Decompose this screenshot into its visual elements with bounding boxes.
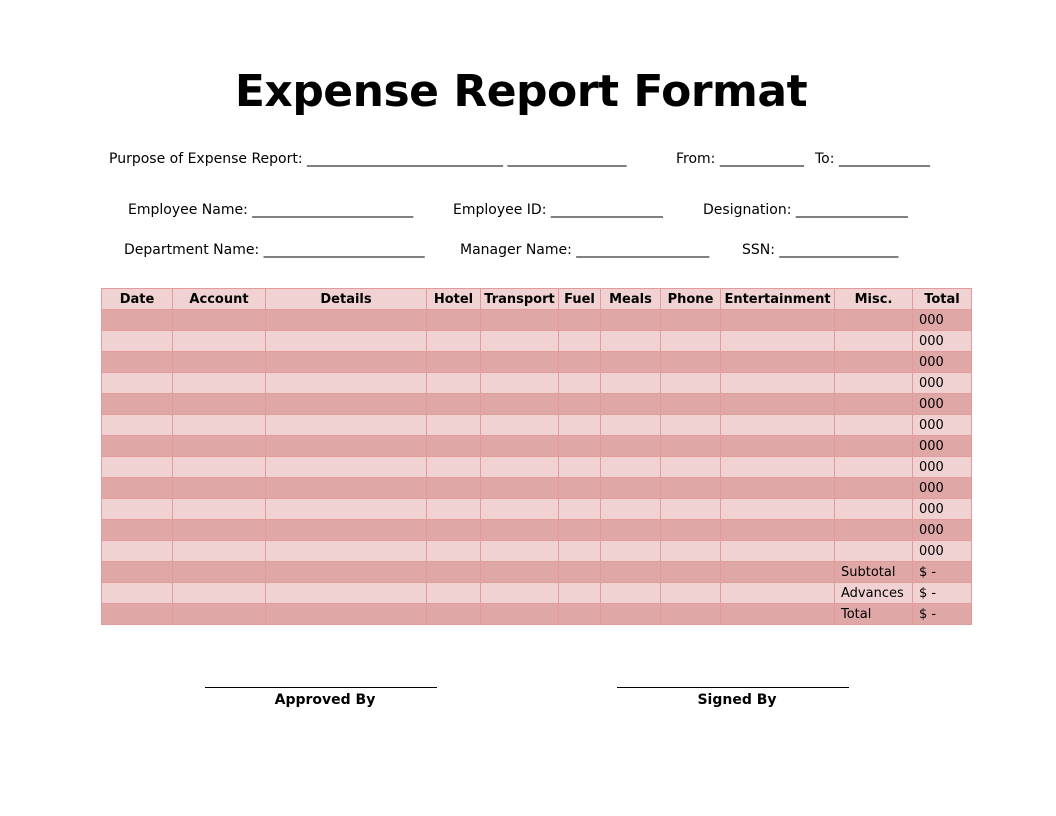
table-cell[interactable]: 000	[913, 373, 972, 394]
table-row	[102, 499, 972, 520]
table-cell[interactable]	[721, 352, 835, 373]
table-cell[interactable]: 000	[913, 415, 972, 436]
table-cell[interactable]	[601, 604, 661, 625]
table-cell[interactable]	[173, 436, 266, 457]
table-cell[interactable]	[559, 394, 601, 415]
table-cell[interactable]	[266, 583, 427, 604]
table-cell[interactable]	[721, 310, 835, 331]
table-cell[interactable]: 000	[913, 331, 972, 352]
table-cell[interactable]	[481, 310, 559, 331]
table-cell[interactable]	[481, 562, 559, 583]
table-cell[interactable]	[661, 583, 721, 604]
table-cell[interactable]	[481, 352, 559, 373]
table-cell[interactable]	[173, 562, 266, 583]
table-cell[interactable]	[481, 415, 559, 436]
table-cell[interactable]	[427, 604, 481, 625]
table-cell[interactable]: 000	[913, 499, 972, 520]
table-cell[interactable]	[266, 604, 427, 625]
table-cell[interactable]	[173, 352, 266, 373]
table-cell[interactable]	[427, 562, 481, 583]
table-row	[102, 520, 972, 541]
table-cell[interactable]	[427, 583, 481, 604]
header-details: Details	[266, 289, 427, 310]
table-cell[interactable]	[835, 352, 913, 373]
table-cell[interactable]	[601, 541, 661, 562]
table-cell[interactable]	[173, 415, 266, 436]
ssn-field[interactable]: SSN: _________________	[742, 242, 899, 258]
designation-field[interactable]: Designation: ________________	[703, 202, 908, 218]
table-cell[interactable]	[427, 352, 481, 373]
table-cell[interactable]	[173, 310, 266, 331]
table-cell[interactable]	[835, 520, 913, 541]
table-cell[interactable]	[661, 499, 721, 520]
to-field[interactable]: To: _____________	[815, 151, 930, 167]
table-cell[interactable]	[721, 478, 835, 499]
table-cell[interactable]	[102, 331, 173, 352]
table-cell[interactable]	[266, 541, 427, 562]
table-cell[interactable]	[173, 520, 266, 541]
approved-by-line[interactable]	[205, 687, 437, 688]
summary-label: Subtotal	[835, 562, 913, 583]
table-cell[interactable]: 000	[913, 541, 972, 562]
table-cell[interactable]	[721, 331, 835, 352]
table-row	[102, 373, 972, 394]
table-cell[interactable]	[173, 457, 266, 478]
header-entertainment: Entertainment	[721, 289, 835, 310]
summary-value: $ -	[913, 562, 972, 583]
table-cell[interactable]	[173, 499, 266, 520]
table-cell[interactable]	[427, 541, 481, 562]
table-cell[interactable]	[266, 478, 427, 499]
table-cell[interactable]	[661, 457, 721, 478]
table-cell[interactable]	[559, 331, 601, 352]
table-cell[interactable]	[481, 331, 559, 352]
table-cell[interactable]	[559, 352, 601, 373]
table-cell[interactable]	[102, 604, 173, 625]
table-cell[interactable]	[481, 457, 559, 478]
summary-value: $ -	[913, 583, 972, 604]
table-cell[interactable]	[427, 520, 481, 541]
header-total: Total	[913, 289, 972, 310]
table-cell[interactable]	[102, 394, 173, 415]
table-row	[102, 394, 972, 415]
table-cell[interactable]	[835, 541, 913, 562]
table-cell[interactable]	[102, 499, 173, 520]
header-misc: Misc.	[835, 289, 913, 310]
table-cell[interactable]	[601, 310, 661, 331]
table-cell[interactable]: 000	[913, 394, 972, 415]
header-phone: Phone	[661, 289, 721, 310]
table-cell[interactable]	[601, 352, 661, 373]
table-cell[interactable]	[661, 352, 721, 373]
table-cell[interactable]	[481, 394, 559, 415]
header-transport: Transport	[481, 289, 559, 310]
signed-by-line[interactable]	[617, 687, 849, 688]
table-cell[interactable]	[173, 394, 266, 415]
table-cell[interactable]	[601, 499, 661, 520]
table-cell[interactable]	[661, 310, 721, 331]
table-row	[102, 457, 972, 478]
table-cell[interactable]	[721, 541, 835, 562]
table-cell[interactable]	[559, 373, 601, 394]
table-cell[interactable]: 000	[913, 520, 972, 541]
table-cell[interactable]	[601, 478, 661, 499]
employee-name-field[interactable]: Employee Name: _______________________	[128, 202, 414, 218]
table-cell[interactable]	[266, 562, 427, 583]
table-cell[interactable]	[481, 478, 559, 499]
employee-id-field[interactable]: Employee ID: ________________	[453, 202, 663, 218]
table-cell[interactable]	[427, 373, 481, 394]
table-cell[interactable]	[559, 499, 601, 520]
table-cell[interactable]	[102, 373, 173, 394]
table-cell[interactable]	[102, 352, 173, 373]
table-cell[interactable]	[721, 415, 835, 436]
table-cell[interactable]	[481, 541, 559, 562]
manager-name-field[interactable]: Manager Name: ___________________	[460, 242, 710, 258]
summary-label: Advances	[835, 583, 913, 604]
table-cell[interactable]	[427, 457, 481, 478]
table-row	[102, 331, 972, 352]
approved-by-label: Approved By	[274, 692, 376, 708]
table-cell[interactable]	[835, 310, 913, 331]
table-cell[interactable]	[427, 499, 481, 520]
table-cell[interactable]	[721, 436, 835, 457]
table-cell[interactable]	[601, 520, 661, 541]
table-cell[interactable]	[481, 499, 559, 520]
table-cell[interactable]	[102, 478, 173, 499]
table-cell[interactable]	[835, 415, 913, 436]
table-cell[interactable]	[173, 478, 266, 499]
table-cell[interactable]	[559, 520, 601, 541]
header-account: Account	[173, 289, 266, 310]
table-cell[interactable]	[601, 436, 661, 457]
table-cell[interactable]	[481, 604, 559, 625]
table-cell[interactable]	[559, 436, 601, 457]
header-meals: Meals	[601, 289, 661, 310]
table-cell[interactable]	[835, 457, 913, 478]
table-cell[interactable]	[721, 373, 835, 394]
table-cell[interactable]	[661, 436, 721, 457]
table-cell[interactable]	[835, 373, 913, 394]
table-cell[interactable]	[601, 394, 661, 415]
purpose-field[interactable]: Purpose of Expense Report: ____________________________ _________________	[109, 151, 627, 167]
header-hotel: Hotel	[427, 289, 481, 310]
table-cell[interactable]	[266, 373, 427, 394]
summary-row	[102, 604, 972, 625]
table-cell[interactable]: 000	[913, 478, 972, 499]
table-cell[interactable]	[559, 583, 601, 604]
table-cell[interactable]	[601, 562, 661, 583]
page-title: Expense Report Format	[234, 66, 808, 117]
table-cell[interactable]	[173, 604, 266, 625]
table-cell[interactable]	[559, 604, 601, 625]
table-cell[interactable]	[427, 478, 481, 499]
table-cell[interactable]: 000	[913, 457, 972, 478]
table-cell[interactable]	[559, 541, 601, 562]
table-cell[interactable]	[559, 310, 601, 331]
table-cell[interactable]: 000	[913, 352, 972, 373]
table-cell[interactable]	[661, 331, 721, 352]
header-date: Date	[102, 289, 173, 310]
table-cell[interactable]	[266, 310, 427, 331]
summary-row	[102, 583, 972, 604]
table-cell[interactable]	[601, 373, 661, 394]
table-cell[interactable]	[559, 562, 601, 583]
table-cell[interactable]	[835, 436, 913, 457]
table-cell[interactable]	[173, 583, 266, 604]
table-cell[interactable]	[266, 394, 427, 415]
table-row	[102, 310, 972, 331]
table-cell[interactable]	[266, 331, 427, 352]
table-cell[interactable]	[661, 415, 721, 436]
table-cell[interactable]	[173, 541, 266, 562]
table-cell[interactable]	[559, 478, 601, 499]
table-cell[interactable]	[102, 541, 173, 562]
table-cell[interactable]	[721, 394, 835, 415]
table-cell[interactable]	[266, 352, 427, 373]
table-cell[interactable]	[661, 604, 721, 625]
table-cell[interactable]	[481, 583, 559, 604]
table-cell[interactable]	[173, 373, 266, 394]
table-cell[interactable]	[721, 562, 835, 583]
table-cell[interactable]: 000	[913, 436, 972, 457]
table-cell[interactable]	[601, 331, 661, 352]
table-cell[interactable]	[601, 583, 661, 604]
table-cell[interactable]	[661, 394, 721, 415]
table-cell[interactable]	[835, 331, 913, 352]
table-row	[102, 352, 972, 373]
from-field[interactable]: From: ____________	[676, 151, 804, 167]
table-cell[interactable]	[661, 562, 721, 583]
table-cell[interactable]	[102, 520, 173, 541]
table-cell[interactable]	[601, 457, 661, 478]
table-cell[interactable]	[721, 583, 835, 604]
table-cell[interactable]	[427, 436, 481, 457]
table-cell[interactable]	[721, 520, 835, 541]
table-cell[interactable]	[661, 478, 721, 499]
table-cell[interactable]	[266, 499, 427, 520]
table-cell[interactable]	[835, 478, 913, 499]
table-cell[interactable]	[721, 604, 835, 625]
header-fuel: Fuel	[559, 289, 601, 310]
table-row	[102, 541, 972, 562]
department-name-field[interactable]: Department Name: _______________________	[124, 242, 425, 258]
table-cell[interactable]	[427, 331, 481, 352]
table-cell[interactable]	[481, 436, 559, 457]
table-row	[102, 436, 972, 457]
table-cell[interactable]	[102, 415, 173, 436]
table-row	[102, 415, 972, 436]
table-cell[interactable]	[427, 394, 481, 415]
table-cell[interactable]	[173, 331, 266, 352]
table-cell[interactable]	[835, 394, 913, 415]
table-cell[interactable]	[427, 415, 481, 436]
table-cell[interactable]	[266, 457, 427, 478]
table-cell[interactable]	[102, 310, 173, 331]
table-cell[interactable]	[481, 373, 559, 394]
table-cell[interactable]	[266, 415, 427, 436]
summary-row	[102, 562, 972, 583]
table-cell[interactable]	[427, 310, 481, 331]
table-cell[interactable]	[721, 499, 835, 520]
signed-by-label: Signed By	[697, 692, 777, 708]
table-cell[interactable]	[601, 415, 661, 436]
table-cell[interactable]	[266, 520, 427, 541]
table-cell[interactable]	[661, 520, 721, 541]
table-cell[interactable]: 000	[913, 310, 972, 331]
table-cell[interactable]	[102, 436, 173, 457]
summary-value: $ -	[913, 604, 972, 625]
table-cell[interactable]	[102, 457, 173, 478]
table-cell[interactable]	[266, 436, 427, 457]
table-cell[interactable]	[559, 457, 601, 478]
table-cell[interactable]	[661, 373, 721, 394]
table-cell[interactable]	[721, 457, 835, 478]
table-cell[interactable]	[661, 541, 721, 562]
expense-table	[101, 288, 972, 625]
table-header-row	[102, 289, 972, 310]
table-cell[interactable]	[835, 499, 913, 520]
table-cell[interactable]	[559, 415, 601, 436]
table-cell[interactable]	[102, 583, 173, 604]
table-row	[102, 478, 972, 499]
table-cell[interactable]	[481, 520, 559, 541]
summary-label: Total	[835, 604, 913, 625]
table-cell[interactable]	[102, 562, 173, 583]
